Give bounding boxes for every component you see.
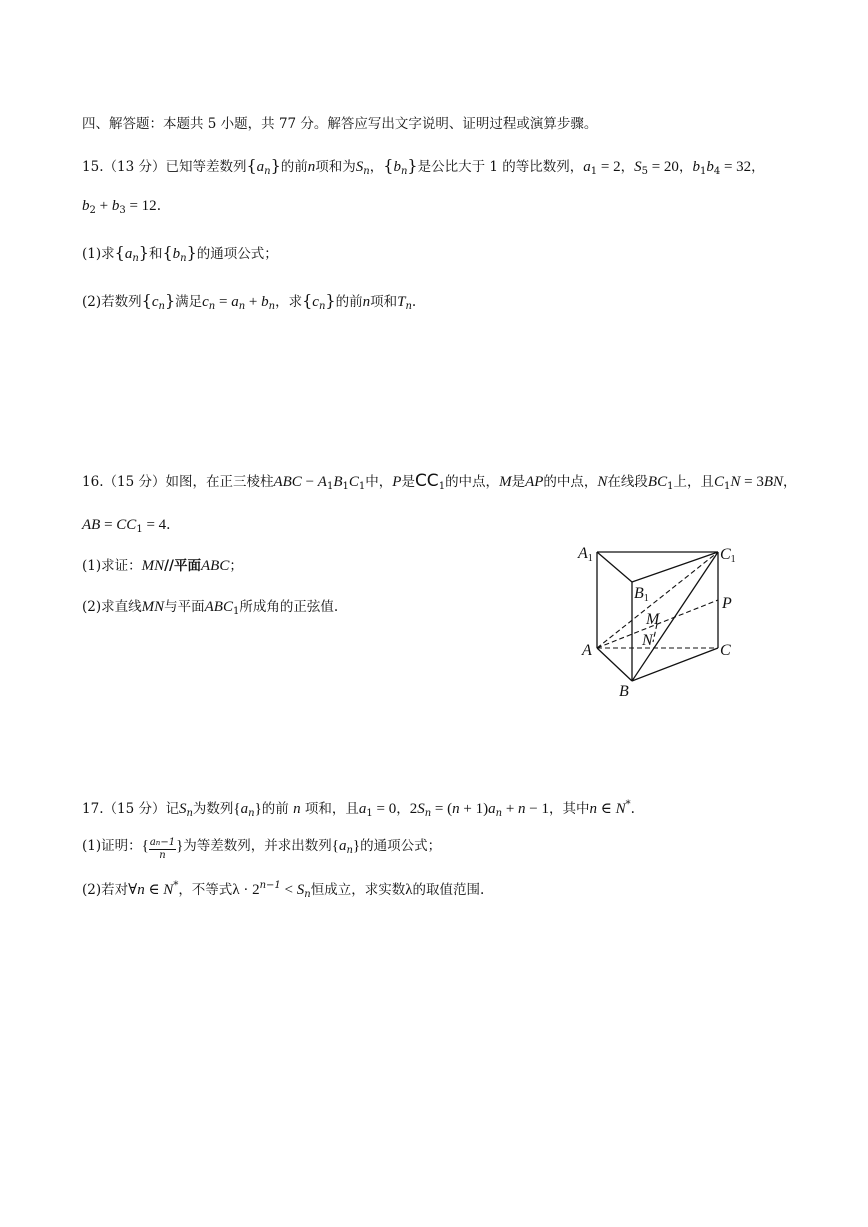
label-a1: A1 bbox=[578, 545, 593, 564]
label-a: A bbox=[582, 642, 592, 659]
problem-16-part-2: (2)求直线MN与平面$ABC_1$所成角的正弦值. bbox=[82, 599, 339, 617]
edge-a-b bbox=[597, 648, 632, 681]
problem-16-statement: 16.（15 分）如图，在正三棱柱ABC − $A_1B_1C_1$中，P是$CC_1$的中点，M是AP的中点，N在线段$BC_1$上，且$C_1N = 3BN$， bbox=[82, 471, 797, 492]
label-n: N bbox=[642, 632, 653, 649]
problem-15-part-1: (1)求$\{a_n\}$和$\{b_n\}$的通项公式； bbox=[82, 243, 278, 264]
problem-15-statement: 15.（13 分）已知等差数列$\{a_n\}$的前n项和为$S_n$，$\{b_n\}$是公比大于 1 的等比数列，$a_1 = 2$，$S_5 = 20$，$b_1b_4 = 32$， bbox=[82, 156, 765, 177]
problem-16-statement-cont: AB = $CC_1 = 4$. bbox=[82, 517, 171, 535]
label-m: M bbox=[646, 611, 660, 628]
problem-16-part-1: (1)求证：MN//平面ABC； bbox=[82, 558, 243, 574]
label-p: P bbox=[722, 595, 732, 612]
label-b: B bbox=[619, 683, 629, 700]
problem-17-statement: 17.（15 分）记$S_n$为数列$\{a_n\}$的前 n 项和，且$a_1 = 0$，$2S_n = (n + 1)a_n + n - 1$，其中n ∈ N*. bbox=[82, 799, 635, 819]
problem-15-part-2: (2)若数列$\{c_n\}$满足$c_n = a_n + b_n$，求$\{c_n\}$的前n项和$T_n$. bbox=[82, 291, 417, 312]
problem-17-part-1: (1)证明：{ $\frac{an-1}{n}$ }为等差数列，并求出数列$\{a_n\}$的通项公式； bbox=[82, 837, 442, 861]
edge-b1-c1 bbox=[632, 552, 718, 582]
segment-a-c1 bbox=[597, 552, 718, 648]
prism-figure bbox=[570, 538, 750, 703]
edge-a1-b1 bbox=[597, 552, 632, 582]
label-b1: B1 bbox=[634, 585, 649, 604]
edge-b-c bbox=[632, 648, 718, 681]
problem-17-part-2: (2)若对∀n ∈ N*，不等式$\lambda \cdot 2^{n-1} < S_n$恒成立，求实数λ的取值范围. bbox=[82, 880, 485, 900]
label-c: C bbox=[720, 642, 731, 659]
problem-15-statement-cont: $b_2 + b_3 = 12$. bbox=[82, 198, 161, 216]
section-heading: 四、解答题：本题共 5 小题，共 77 分。解答应写出文字说明、证明过程或演算步骤。 bbox=[82, 116, 598, 132]
label-c1: C1 bbox=[720, 546, 736, 565]
